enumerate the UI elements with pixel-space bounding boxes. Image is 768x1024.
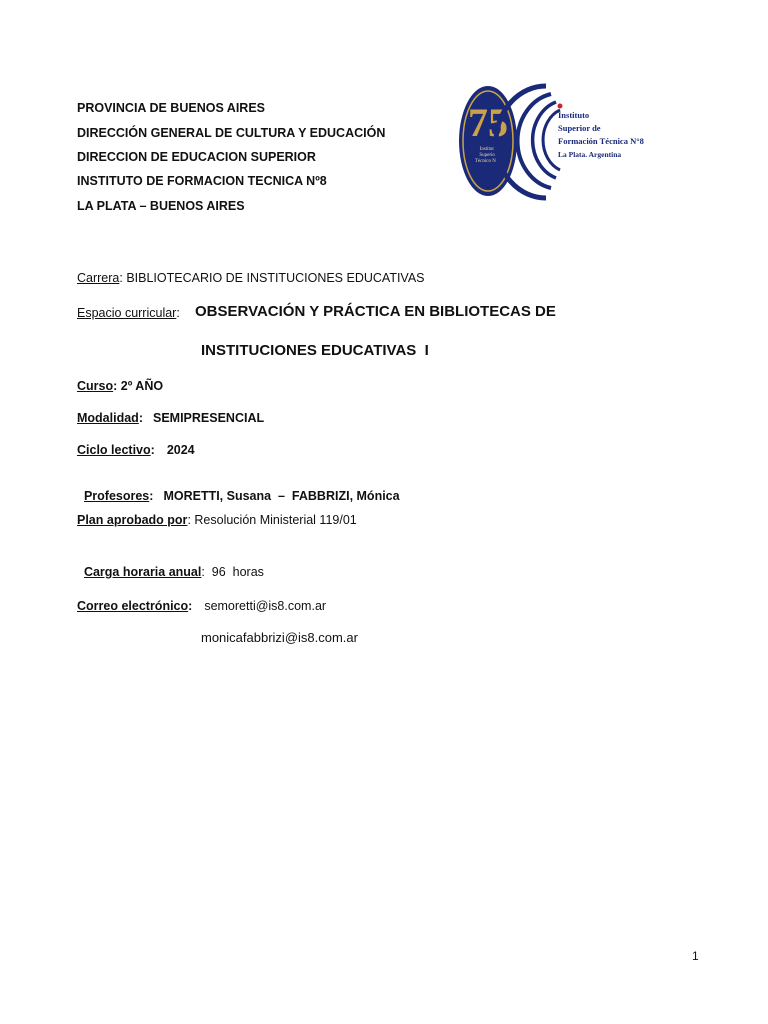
logo-text-2: Superior de xyxy=(558,123,601,133)
seal-text-3: Técnico Nº 8 xyxy=(474,159,502,164)
header-line-instituto: INSTITUTO DE FORMACION TECNICA Nº8 xyxy=(77,174,327,188)
profesores-value: MORETTI, Susana – FABBRIZI, Mónica xyxy=(163,489,400,503)
seal-text-1: Instituto xyxy=(479,147,497,152)
seal-text-2: Superior xyxy=(479,153,497,158)
plan-value: : Resolución Ministerial 119/01 xyxy=(187,513,357,527)
profesores-row: Profesores: MORETTI, Susana – FABBRIZI, Mónica xyxy=(83,489,400,503)
header-line-province: PROVINCIA DE BUENOS AIRES xyxy=(77,101,265,115)
correo-label: Correo electrónico xyxy=(77,599,189,613)
plan-row xyxy=(77,513,357,527)
espacio-label: Espacio curricular xyxy=(77,306,177,320)
carrera-label: Carrera xyxy=(77,271,120,285)
ciclo-label: Ciclo lectivo xyxy=(77,443,151,457)
profesores-label: Profesores xyxy=(83,489,150,503)
page-number: 1 xyxy=(692,949,699,963)
curso-label: Curso xyxy=(77,379,114,393)
header-line-direccion-superior: DIRECCION DE EDUCACION SUPERIOR xyxy=(77,150,316,164)
correo-row: Correo electrónico: semoretti@is8.com.ar xyxy=(77,599,327,613)
modalidad-label: Modalidad xyxy=(77,411,139,425)
espacio-label-row: Espacio curricular: xyxy=(77,306,180,320)
modalidad-row: Modalidad: SEMIPRESENCIAL xyxy=(77,411,265,425)
seal-number: 75 xyxy=(468,100,508,145)
plan-label: Plan aprobado por xyxy=(77,513,188,527)
carga-row xyxy=(77,551,264,579)
carrera-row xyxy=(77,271,425,285)
logo-text-4: La Plata. Argentina xyxy=(558,150,622,159)
logo-red-dot xyxy=(558,104,563,109)
logo-text-3: Formación Técnica N°8 xyxy=(558,136,644,146)
ciclo-value: 2024 xyxy=(166,443,195,457)
curso-row xyxy=(77,379,163,393)
modalidad-value: SEMIPRESENCIAL xyxy=(152,411,265,425)
carga-value: : 96 horas xyxy=(201,565,264,579)
curso-value: : 2º AÑO xyxy=(113,379,164,393)
logo-text-1: Instituto xyxy=(558,110,590,120)
espacio-value-line-2: INSTITUCIONES EDUCATIVAS I xyxy=(201,342,429,359)
correo-value-2[interactable]: monicafabbrizi@is8.com.ar xyxy=(201,630,358,645)
ciclo-row: Ciclo lectivo: 2024 xyxy=(77,443,195,457)
carrera-value: : BIBLIOTECARIO DE INSTITUCIONES EDUCATIVAS xyxy=(119,271,425,285)
institute-logo xyxy=(458,80,644,202)
correo-value-1[interactable]: semoretti@is8.com.ar xyxy=(204,599,327,613)
espacio-value-line-1: OBSERVACIÓN Y PRÁCTICA EN BIBLIOTECAS DE xyxy=(195,303,556,320)
carga-label: Carga horaria anual xyxy=(83,565,202,579)
header-line-city: LA PLATA – BUENOS AIRES xyxy=(77,199,245,213)
header-line-direccion-general: DIRECCIÓN GENERAL DE CULTURA Y EDUCACIÓN xyxy=(77,126,386,140)
